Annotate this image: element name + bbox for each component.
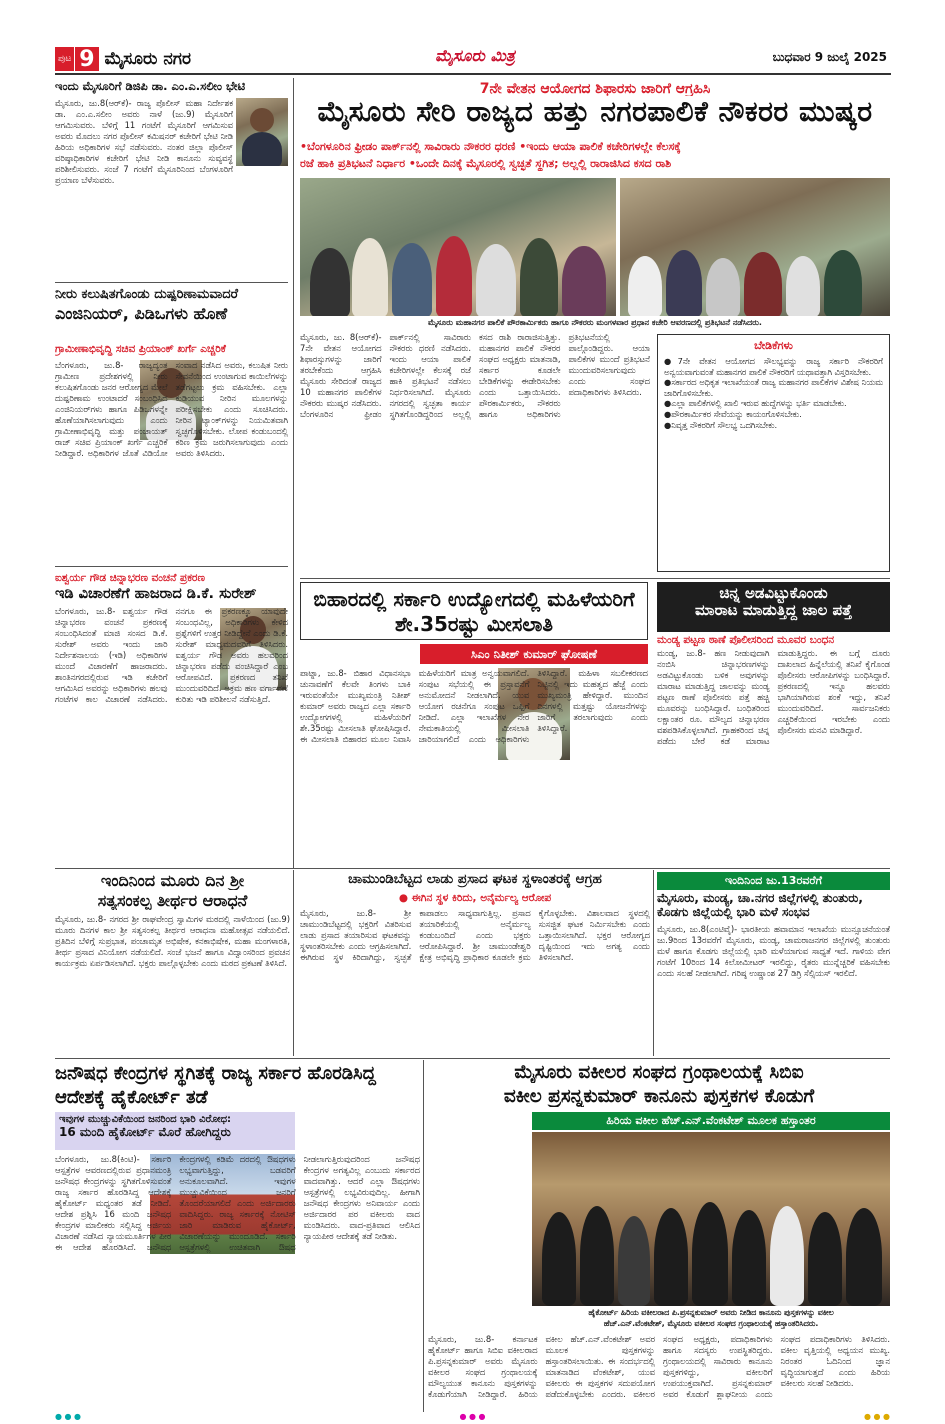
- lawyers-body: ಮೈಸೂರು, ಜು.8- ಕರ್ನಾಟಕ ಹೈಕೋರ್ಟ್ ಹಾಗೂ ಸಿಬಿಐ ವಕೀಲರಾದ ಪಿ.ಪ್ರಸನ್ನಕುಮಾರ್ ಅವರು ಮೈಸೂರು ವಕೀಲರ ಸಂಘದ ಗ್ರಂಥಾಲಯಕ್ಕೆ ಮೌಲ್ಯಯುತ ಕಾನೂನು ಪುಸ್ತಕಗಳನ್ನು ಕೊಡುಗೆಯಾಗಿ ನೀಡಿದ್ದಾರೆ. ಹಿರಿಯ ವಕೀಲ ಹೆಚ್.ಎನ್.ವೆಂಕಟೇಶ್ ಅವರ ಮೂಲಕ ಪುಸ್ತಕಗಳನ್ನು ಹಸ್ತಾಂತರಿಸಲಾಯಿತು. ಈ ಸಂದರ್ಭದಲ್ಲಿ ಮಾತನಾಡಿದ ವೆಂಕಟೇಶ್, ಯುವ ವಕೀಲರು ಈ ಪುಸ್ತಕಗಳ ಸದುಪಯೋಗ ಪಡೆದುಕೊಳ್ಳಬೇಕು ಎಂದರು. ವಕೀಲರ ಸಂಘದ ಅಧ್ಯಕ್ಷರು, ಪದಾಧಿಕಾರಿಗಳು ಹಾಗೂ ಸದಸ್ಯರು ಉಪಸ್ಥಿತರಿದ್ದರು. ಗ್ರಂಥಾಲಯದಲ್ಲಿ ಸಾವಿರಾರು ಕಾನೂನು ಪುಸ್ತಕಗಳಿದ್ದು, ವಕೀಲರಿಗೆ ಉಪಯುಕ್ತವಾಗಿದೆ. ಪ್ರಸನ್ನಕುಮಾರ್ ಅವರ ಕೊಡುಗೆ ಶ್ಲಾಘನೀಯ ಎಂದು ಸಂಘದ ಪದಾಧಿಕಾರಿಗಳು ತಿಳಿಸಿದರು. ವಕೀಲ ವೃತ್ತಿಯಲ್ಲಿ ಅಧ್ಯಯನ ಮುಖ್ಯ. ನಿರಂತರ ಓದಿನಿಂದ ಜ್ಞಾನ ವೃದ್ಧಿಯಾಗುತ್ತದೆ ಎಂದು ಹಿರಿಯ ವಕೀಲರು ಸಲಹೆ ನೀಡಿದರು.: [428, 1334, 890, 1399]
- bihar-headline: ಬಿಹಾರದಲ್ಲಿ ಸರ್ಕಾರಿ ಉದ್ಯೋಗದಲ್ಲಿ ಮಹಿಳೆಯರಿಗೆ ಶೇ.35ರಷ್ಟು ಮೀಸಲಾತಿ: [313, 587, 635, 636]
- page-tag: [55, 47, 191, 71]
- lawyers-headline-2: ವಕೀಲ ಪ್ರಸನ್ನಕುಮಾರ್ ಕಾನೂನು ಪುಸ್ತಕಗಳ ಕೊಡುಗೆ: [503, 1086, 815, 1107]
- lead-body: ಮೈಸೂರು, ಜು. 8(ಆರ್‌ಕೆ)- 7ನೇ ವೇತನ ಆಯೋಗದ ಶಿಫಾರಸ್ಸುಗಳನ್ನು ಜಾರಿಗೆ ತರಬೇಕೆಂದು ಆಗ್ರಹಿಸಿ ಮೈಸೂರು ಸೇರಿದಂತೆ ರಾಜ್ಯದ 10 ಮಹಾನಗರ ಪಾಲಿಕೆಗಳ ನೌಕರರು ಮುಷ್ಕರ ನಡೆಸಿದರು. ಬೆಂಗಳೂರಿನ ಫ್ರೀಡಂ ಪಾರ್ಕ್‌ನಲ್ಲಿ ಸಾವಿರಾರು ನೌಕರರು ಧರಣಿ ನಡೆಸಿದರು. ಇಂದು ಆಯಾ ಪಾಲಿಕೆ ಕಚೇರಿಗಳಲ್ಲೇ ಕೆಲಸಕ್ಕೆ ರಜೆ ಹಾಕಿ ಪ್ರತಿಭಟನೆ ನಡೆಸಲು ನಿರ್ಧರಿಸಲಾಗಿದೆ. ಮೈಸೂರು ನಗರದಲ್ಲಿ ಸ್ವಚ್ಛತಾ ಕಾರ್ಯ ಸ್ಥಗಿತಗೊಂಡಿದ್ದರಿಂದ ಅಲ್ಲಲ್ಲಿ ಕಸದ ರಾಶಿ ರಾರಾಜಿಸುತ್ತಿತ್ತು. ಮಹಾನಗರ ಪಾಲಿಕೆ ನೌಕರರ ಸಂಘದ ಅಧ್ಯಕ್ಷರು ಮಾತನಾಡಿ, ಸರ್ಕಾರ ಕೂಡಲೇ ಬೇಡಿಕೆಗಳನ್ನು ಈಡೇರಿಸಬೇಕು ಎಂದು ಒತ್ತಾಯಿಸಿದರು. ಪೌರಕಾರ್ಮಿಕರು, ನೌಕರರು ಹಾಗೂ ಅಧಿಕಾರಿಗಳು ಪ್ರತಿಭಟನೆಯಲ್ಲಿ ಪಾಲ್ಗೊಂಡಿದ್ದರು. ಆಯಾ ಪಾಲಿಕೆಗಳ ಮುಂದೆ ಪ್ರತಿಭಟನೆ ಮುಂದುವರಿಸಲಾಗುವುದು ಎಂದು ಸಂಘದ ಪದಾಧಿಕಾರಿಗಳು ತಿಳಿಸಿದರು.: [300, 332, 650, 419]
- engineers-headline: ನೀರು ಕಲುಷಿತಗೊಂಡು ದುಷ್ಪರಿಣಾಮವಾದರೆ ಎಂಜಿನಿಯರ್, ಪಿಡಿಒಗಳು ಹೊಣೆ: [55, 288, 239, 323]
- page-number: 9: [74, 47, 98, 71]
- aradhane-body: ಮೈಸೂರು, ಜು.8- ನಗರದ ಶ್ರೀ ರಾಘವೇಂದ್ರ ಸ್ವಾಮಿಗಳ ಮಠದಲ್ಲಿ ನಾಳೆಯಿಂದ (ಜು.9) ಮೂರು ದಿನಗಳ ಕಾಲ ಶ್ರೀ ಸತ್ಯಸಂಕಲ್ಪ ತೀರ್ಥರ ಆರಾಧನಾ ಮಹೋತ್ಸವ ನಡೆಯಲಿದೆ. ಪ್ರತಿದಿನ ಬೆಳಿಗ್ಗೆ ಸುಪ್ರಭಾತ, ಪಂಚಾಮೃತ ಅಭಿಷೇಕ, ಕನಕಾಭಿಷೇಕ, ಮಹಾ ಮಂಗಳಾರತಿ, ತೀರ್ಥ ಪ್ರಸಾದ ವಿನಿಯೋಗ ನಡೆಯಲಿದೆ. ಸಂಜೆ ಭಜನೆ ಹಾಗೂ ವಿದ್ವಾಂಸರಿಂದ ಪ್ರವಚನ ಕಾರ್ಯಕ್ರಮ ಏರ್ಪಡಿಸಲಾಗಿದೆ. ಭಕ್ತರು ಪಾಲ್ಗೊಳ್ಳಬೇಕು ಎಂದು ಮಠದ ಪ್ರಕಟಣೆ ತಿಳಿಸಿದೆ.: [55, 914, 290, 968]
- gold-sub: ಮಂಡ್ಯ ಪಟ್ಟಣ ಠಾಣೆ ಪೊಲೀಸರಿಂದ ಮೂವರ ಬಂಧನ: [657, 634, 835, 646]
- demand-item: ●ನಿವೃತ್ತ ನೌಕರರಿಗೆ ಸೌಲಭ್ಯ ಒದಗಿಸಬೇಕು.: [664, 419, 778, 430]
- rule: [55, 868, 890, 869]
- issue-date: ಬುಧವಾರ 9 ಜುಲೈ 2025: [772, 50, 887, 64]
- ed-body: ಬೆಂಗಳೂರು, ಜು.8- ಐಶ್ವರ್ಯ ಗೌಡ ಚಿನ್ನಾಭರಣ ವಂಚನೆ ಪ್ರಕರಣಕ್ಕೆ ಸಂಬಂಧಿಸಿದಂತೆ ಮಾಜಿ ಸಂಸದ ಡಿ.ಕೆ. ಸುರೇಶ್ ಅವರು ಇಂದು ಜಾರಿ ನಿರ್ದೇಶನಾಲಯ (ಇಡಿ) ಅಧಿಕಾರಿಗಳ ಮುಂದೆ ವಿಚಾರಣೆಗೆ ಹಾಜರಾದರು. ಶಾಂತಿನಗರದಲ್ಲಿರುವ ಇಡಿ ಕಚೇರಿಗೆ ಆಗಮಿಸಿದ ಅವರನ್ನು ಅಧಿಕಾರಿಗಳು ಹಲವು ಗಂಟೆಗಳ ಕಾಲ ವಿಚಾರಣೆ ನಡೆಸಿದರು. ನನಗೂ ಈ ಪ್ರಕರಣಕ್ಕೂ ಯಾವುದೇ ಸಂಬಂಧವಿಲ್ಲ, ಅಧಿಕಾರಿಗಳು ಕೇಳಿದ ಪ್ರಶ್ನೆಗಳಿಗೆ ಉತ್ತರ ನೀಡಿದ್ದೇನೆ ಎಂದು ಡಿ.ಕೆ. ಸುರೇಶ್ ಮಾಧ್ಯಮದವರಿಗೆ ತಿಳಿಸಿದರು. ಐಶ್ವರ್ಯ ಗೌಡ ಅವರು ಹಲವರಿಂದ ಚಿನ್ನಾಭರಣ ಪಡೆದು ವಂಚಿಸಿದ್ದಾರೆ ಎಂಬ ಆರೋಪವಿದೆ. ಪ್ರಕರಣದ ತನಿಖೆ ಮುಂದುವರಿದಿದೆ. ಅಕ್ರಮ ಹಣ ವರ್ಗಾವಣೆ ಕುರಿತು ಇಡಿ ಪರಿಶೀಲನೆ ನಡೆಸುತ್ತಿದೆ.: [55, 606, 288, 704]
- lead-photo-2: [620, 178, 890, 316]
- lawyers-caption-2: ಹೆಚ್.ಎನ್.ವೆಂಕಟೇಶ್, ಮೈಸೂರು ವಕೀಲರ ಸಂಘದ ಗ್ರಂಥಾಲಯಕ್ಕೆ ಹಸ್ತಾಂತರಿಸಿದರು.: [603, 1319, 819, 1328]
- janaushadhi-kicker-box: [55, 1112, 295, 1150]
- bihar-tag: ಸಿಎಂ ನಿತೀಶ್ ಕುಮಾರ್ ಘೋಷಣೆ: [420, 644, 648, 664]
- rule: [55, 282, 288, 283]
- demand-item: ●7ನೇ ವೇತನ ಆಯೋಗದ ಸೌಲಭ್ಯವನ್ನು ರಾಜ್ಯ ಸರ್ಕಾರಿ ನೌಕರರಿಗೆ ಅನ್ವಯವಾಗುವಂತೆ ಮಹಾನಗರ ಪಾಲಿಕೆ ನೌಕರರಿಗೆ ಯಥಾವತ್ತಾಗಿ ವಿಸ್ತರಿಸಬೇಕು.: [664, 356, 883, 377]
- demands-title: ಬೇಡಿಕೆಗಳು: [754, 339, 793, 352]
- lead-kicker: 7ನೇ ವೇತನ ಆಯೋಗದ ಶಿಫಾರಸು ಜಾರಿಗೆ ಆಗ್ರಹಿಸಿ: [479, 81, 711, 96]
- gold-headline-2: ಮಾರಾಟ ಮಾಡುತ್ತಿದ್ದ ಜಾಲ ಪತ್ತೆ: [695, 601, 852, 620]
- lead-sub-1: •ಬೆಂಗಳೂರಿನ ಫ್ರೀಡಂ ಪಾರ್ಕ್‌ನಲ್ಲಿ ಸಾವಿರಾರು ನೌಕರರ ಧರಣಿ •ಇಂದು ಆಯಾ ಪಾಲಿಕೆ ಕಚೇರಿಗಳಲ್ಲೇ ಕೆಲಸಕ್ಕೆ: [300, 140, 681, 153]
- aradhane-headline-1: ಇಂದಿನಿಂದ ಮೂರು ದಿನ ಶ್ರೀ: [100, 872, 245, 890]
- column-divider: [653, 870, 654, 1056]
- demand-item: ●ಸರ್ಕಾರದ ಅಧಿಕೃತ ಇಲಾಖೆಯಂತೆ ರಾಜ್ಯ ಮಹಾನಗರ ಪಾಲಿಕೆಗಳ ವಿಶೇಷ ನಿಯಮ ಜಾರಿಗೊಳಿಸಬೇಕು.: [664, 377, 883, 398]
- janaushadhi-body: ಬೆಂಗಳೂರು, ಜು.8(ಕಿಂಟಿ)- ಸರ್ಕಾರಿ ಆಸ್ಪತ್ರೆಗಳ ಆವರಣದಲ್ಲಿರುವ ಪ್ರಧಾನಮಂತ್ರಿ ಜನೌಷಧ ಕೇಂದ್ರಗಳನ್ನು ಸ್ಥಗಿತಗೊಳಿಸುವಂತೆ ರಾಜ್ಯ ಸರ್ಕಾರ ಹೊರಡಿಸಿದ್ದ ಆದೇಶಕ್ಕೆ ಹೈಕೋರ್ಟ್ ಮಧ್ಯಂತರ ತಡೆ ನೀಡಿದೆ. ಆದೇಶ ಪ್ರಶ್ನಿಸಿ 16 ಮಂದಿ ಜನೌಷಧ ಕೇಂದ್ರಗಳ ಮಾಲೀಕರು ಸಲ್ಲಿಸಿದ್ದ ಅರ್ಜಿಯ ವಿಚಾರಣೆ ನಡೆಸಿದ ನ್ಯಾಯಮೂರ್ತಿಗಳ ಪೀಠ ಈ ಆದೇಶ ಹೊರಡಿಸಿದೆ. ಜನೌಷಧ ಕೇಂದ್ರಗಳಲ್ಲಿ ಕಡಿಮೆ ದರದಲ್ಲಿ ಔಷಧಗಳು ಲಭ್ಯವಾಗುತ್ತಿದ್ದು, ಬಡವರಿಗೆ ಅನುಕೂಲವಾಗಿದೆ. ಇವುಗಳ ಮುಚ್ಚುವಿಕೆಯಿಂದ ಜನರಿಗೆ ತೊಂದರೆಯಾಗಲಿದೆ ಎಂದು ಅರ್ಜಿದಾರರು ವಾದಿಸಿದ್ದರು. ರಾಜ್ಯ ಸರ್ಕಾರಕ್ಕೆ ನೋಟಿಸ್ ಜಾರಿ ಮಾಡಿರುವ ಹೈಕೋರ್ಟ್, ವಿಚಾರಣೆಯನ್ನು ಮುಂದೂಡಿದೆ. ಸರ್ಕಾರಿ ಆಸ್ಪತ್ರೆಗಳಲ್ಲಿ ಉಚಿತವಾಗಿ ಔಷಧ ನೀಡಲಾಗುತ್ತಿರುವುದರಿಂದ ಜನೌಷಧ ಕೇಂದ್ರಗಳ ಅಗತ್ಯವಿಲ್ಲ ಎಂಬುದು ಸರ್ಕಾರದ ವಾದವಾಗಿತ್ತು. ಆದರೆ ಎಲ್ಲಾ ಔಷಧಗಳು ಆಸ್ಪತ್ರೆಗಳಲ್ಲಿ ಲಭ್ಯವಿರುವುದಿಲ್ಲ. ಹೀಗಾಗಿ ಜನೌಷಧ ಕೇಂದ್ರಗಳು ಅನಿವಾರ್ಯ ಎಂದು ಅರ್ಜಿದಾರರ ಪರ ವಕೀಲರು ವಾದ ಮಂಡಿಸಿದರು. ವಾದ-ಪ್ರತಿವಾದ ಆಲಿಸಿದ ನ್ಯಾಯಪೀಠ ಆದೇಶಕ್ಕೆ ತಡೆ ನೀಡಿತು.: [55, 1154, 420, 1252]
- engineers-byline: ಗ್ರಾಮೀಣಾಭಿವೃದ್ಧಿ ಸಚಿವ ಪ್ರಿಯಾಂಕ್ ಖರ್ಗೆ ಎಚ್ಚರಿಕೆ: [55, 343, 226, 355]
- print-marks: ● ● ● ● ● ● ● ● ●: [55, 1412, 890, 1420]
- janaushadhi-kicker-1: ಇವುಗಳ ಮುಚ್ಚುವಿಕೆಯಿಂದ ಜನರಿಂದ ಭಾರಿ ವಿರೋಧ:: [59, 1114, 232, 1125]
- column-divider: [293, 78, 294, 868]
- dgp-body: ಮೈಸೂರು, ಜು.8(ಆರ್‌ಕೆ)- ರಾಜ್ಯ ಪೊಲೀಸ್ ಮಹಾ ನಿರ್ದೇಶಕ ಡಾ. ಎಂ.ಎ.ಸಲೀಂ ಅವರು ನಾಳೆ (ಜು.9) ಮೈಸೂರಿಗೆ ಆಗಮಿಸುವರು. ಬೆಳಿಗ್ಗೆ 11 ಗಂಟೆಗೆ ಮೈಸೂರಿಗೆ ಆಗಮಿಸುವ ಅವರು ಮೊದಲು ನಗರ ಪೊಲೀಸ್ ಕಮಿಷನರ್ ಕಚೇರಿಗೆ ಭೇಟಿ ನೀಡಿ ಹಿರಿಯ ಅಧಿಕಾರಿಗಳ ಸಭೆ ನಡೆಸುವರು. ನಂತರ ಜಿಲ್ಲಾ ಪೊಲೀಸ್ ವರಿಷ್ಠಾಧಿಕಾರಿಗಳ ಕಚೇರಿಗೆ ಭೇಟಿ ನೀಡಿ ಕಾನೂನು ಸುವ್ಯವಸ್ಥೆ ಪರಿಶೀಲಿಸುವರು. ಸಂಜೆ 7 ಗಂಟೆಗೆ ಮೈಸೂರಿನಿಂದ ಬೆಂಗಳೂರಿಗೆ ಪ್ರಯಾಣ ಬೆಳೆಸುವರು.: [55, 98, 233, 185]
- column-divider: [423, 1060, 424, 1412]
- lead-sub-2: ರಜೆ ಹಾಕಿ ಪ್ರತಿಭಟನೆ ನಿರ್ಧಾರ •ಒಂದೇ ದಿನಕ್ಕೆ ಮೈಸೂರಲ್ಲಿ ಸ್ವಚ್ಛತೆ ಸ್ಥಗಿತ; ಅಲ್ಲಲ್ಲಿ ರಾರಾಜಿಸಿದ ಕಸದ ರಾಶಿ: [300, 157, 672, 170]
- lead-photo-1: [300, 178, 616, 316]
- gold-headline-1: ಚಿನ್ನ ಅಡವಿಟ್ಟುಕೊಂಡು: [719, 584, 828, 602]
- ed-headline: ಇಡಿ ವಿಚಾರಣೆಗೆ ಹಾಜರಾದ ಡಿ.ಕೆ. ಸುರೇಶ್: [55, 586, 257, 602]
- janaushadhi-headline: ಜನೌಷಧ ಕೇಂದ್ರಗಳ ಸ್ಥಗಿತಕ್ಕೆ ರಾಜ್ಯ ಸರ್ಕಾರ ಹೊರಡಿಸಿದ್ದ ಆದೇಶಕ್ಕೆ ಹೈಕೋರ್ಟ್ ತಡೆ: [55, 1063, 376, 1108]
- laddu-body: ಮೈಸೂರು, ಜು.8- ಶ್ರೀ ಚಾಮುಂಡಿಬೆಟ್ಟದಲ್ಲಿ ಭಕ್ತರಿಗೆ ವಿತರಿಸುವ ಲಾಡು ಪ್ರಸಾದ ತಯಾರಿಸುವ ಘಟಕವನ್ನು ಸ್ಥಳಾಂತರಿಸಬೇಕು ಎಂದು ಆಗ್ರಹಿಸಲಾಗಿದೆ. ಈಗಿರುವ ಸ್ಥಳ ಕಿರಿದಾಗಿದ್ದು, ಸ್ವಚ್ಛತೆ ಕಾಪಾಡಲು ಸಾಧ್ಯವಾಗುತ್ತಿಲ್ಲ. ಪ್ರಸಾದ ತಯಾರಿಕೆಯಲ್ಲಿ ಅನೈರ್ಮಲ್ಯ ಕಂಡುಬಂದಿದೆ ಎಂದು ಭಕ್ತರು ಆರೋಪಿಸಿದ್ದಾರೆ. ಶ್ರೀ ಚಾಮುಂಡೇಶ್ವರಿ ಕ್ಷೇತ್ರ ಅಭಿವೃದ್ಧಿ ಪ್ರಾಧಿಕಾರ ಕೂಡಲೇ ಕ್ರಮ ಕೈಗೊಳ್ಳಬೇಕು. ವಿಶಾಲವಾದ ಸ್ಥಳದಲ್ಲಿ ಸುಸಜ್ಜಿತ ಘಟಕ ನಿರ್ಮಿಸಬೇಕು ಎಂದು ಒತ್ತಾಯಿಸಲಾಗಿದೆ. ಭಕ್ತರ ಆರೋಗ್ಯದ ದೃಷ್ಟಿಯಿಂದ ಇದು ಅಗತ್ಯ ಎಂದು ತಿಳಿಸಲಾಗಿದೆ.: [300, 908, 650, 962]
- demands-box: [657, 334, 890, 572]
- lawyers-headline-1: ಮೈಸೂರು ವಕೀಲರ ಸಂಘದ ಗ್ರಂಥಾಲಯಕ್ಕೆ ಸಿಬಿಐ: [514, 1062, 804, 1083]
- dgp-headline: ಇಂದು ಮೈಸೂರಿಗೆ ಡಿಜಿಪಿ ಡಾ. ಎಂ.ಎ.ಸಲೀಂ ಭೇಟಿ: [55, 80, 246, 93]
- rule: [300, 578, 890, 579]
- engineers-body: ಬೆಂಗಳೂರು, ಜು.8- ರಾಜ್ಯದ್ಯಂತ ಗ್ರಾಮೀಣ ಪ್ರದೇಶಗಳಲ್ಲಿ ನೀರು ಕಲುಷಿತಗೊಂಡು ಜನರ ಆರೋಗ್ಯದ ಮೇಲೆ ದುಷ್ಪರಿಣಾಮ ಉಂಟಾದರೆ ಸಂಬಂಧಿಸಿದ ಎಂಜಿನಿಯರ್‌ಗಳು ಹಾಗೂ ಪಿಡಿಒಗಳನ್ನೇ ಹೊಣೆಯಾಗಿಸಲಾಗುವುದು ಎಂದು ಗ್ರಾಮೀಣಾಭಿವೃದ್ಧಿ ಮತ್ತು ಪಂಚಾಯತ್ ರಾಜ್ ಸಚಿವ ಪ್ರಿಯಾಂಕ್ ಖರ್ಗೆ ಎಚ್ಚರಿಕೆ ನೀಡಿದ್ದಾರೆ. ಅಧಿಕಾರಿಗಳ ಜೊತೆ ವಿಡಿಯೋ ಸಂವಾದ ನಡೆಸಿದ ಅವರು, ಕಲುಷಿತ ನೀರು ಸೇವನೆಯಿಂದ ಉಂಟಾಗುವ ಕಾಯಿಲೆಗಳನ್ನು ತಡೆಗಟ್ಟಲು ಕ್ರಮ ವಹಿಸಬೇಕು. ಎಲ್ಲಾ ಕುಡಿಯುವ ನೀರಿನ ಮೂಲಗಳನ್ನು ಪರೀಕ್ಷಿಸಬೇಕು ಎಂದು ಸೂಚಿಸಿದರು. ನೀರಿನ ಟ್ಯಾಂಕ್‌ಗಳನ್ನು ನಿಯಮಿತವಾಗಿ ಸ್ವಚ್ಛಗೊಳಿಸಬೇಕು. ಲೋಪ ಕಂಡುಬಂದಲ್ಲಿ ಕಠಿಣ ಕ್ರಮ ಜರುಗಿಸಲಾಗುವುದು ಎಂದು ಅವರು ತಿಳಿಸಿದರು.: [55, 360, 288, 458]
- masthead-rule: [55, 73, 891, 75]
- janaushadhi-kicker-2: 16 ಮಂದಿ ಹೈಕೋರ್ಟ್ ಮೊರೆ ಹೋಗಿದ್ದರು: [59, 1124, 231, 1139]
- gold-headline-box: [657, 582, 890, 632]
- gold-body: ಮಂಡ್ಯ, ಜು.8- ಹಣ ನೀಡುವುದಾಗಿ ನಂಬಿಸಿ ಚಿನ್ನಾಭರಣಗಳನ್ನು ಅಡವಿಟ್ಟುಕೊಂಡು ಬಳಿಕ ಅವುಗಳನ್ನು ಮಾರಾಟ ಮಾಡುತ್ತಿದ್ದ ಜಾಲವನ್ನು ಮಂಡ್ಯ ಪಟ್ಟಣ ಠಾಣೆ ಪೊಲೀಸರು ಪತ್ತೆ ಹಚ್ಚಿ ಮೂವರನ್ನು ಬಂಧಿಸಿದ್ದಾರೆ. ಬಂಧಿತರಿಂದ ಲಕ್ಷಾಂತರ ರೂ. ಮೌಲ್ಯದ ಚಿನ್ನಾಭರಣ ವಶಪಡಿಸಿಕೊಳ್ಳಲಾಗಿದೆ. ಗ್ರಾಹಕರಿಂದ ಚಿನ್ನ ಪಡೆದು ಬೇರೆ ಕಡೆ ಮಾರಾಟ ಮಾಡುತ್ತಿದ್ದರು. ಈ ಬಗ್ಗೆ ದೂರು ದಾಖಲಾದ ಹಿನ್ನೆಲೆಯಲ್ಲಿ ತನಿಖೆ ಕೈಗೊಂಡ ಪೊಲೀಸರು ಆರೋಪಿಗಳನ್ನು ಬಂಧಿಸಿದ್ದಾರೆ. ಪ್ರಕರಣದಲ್ಲಿ ಇನ್ನೂ ಹಲವರು ಭಾಗಿಯಾಗಿರುವ ಶಂಕೆ ಇದ್ದು, ತನಿಖೆ ಮುಂದುವರಿದಿದೆ. ಸಾರ್ವಜನಿಕರು ಎಚ್ಚರಿಕೆಯಿಂದ ಇರಬೇಕು ಎಂದು ಪೊಲೀಸರು ಮನವಿ ಮಾಡಿದ್ದಾರೆ.: [657, 648, 890, 746]
- lawyers-tag: ಹಿರಿಯ ವಕೀಲ ಹೆಚ್.ಎನ್.ವೆಂಕಟೇಶ್ ಮೂಲಕ ಹಸ್ತಾಂತರ: [532, 1112, 890, 1130]
- bihar-body: ಪಾಟ್ನಾ, ಜು.8- ಬಿಹಾರ ವಿಧಾನಸಭಾ ಚುನಾವಣೆಗೆ ಕೆಲವೇ ತಿಂಗಳು ಬಾಕಿ ಇರುವಂತೆಯೇ ಮುಖ್ಯಮಂತ್ರಿ ನಿತೀಶ್ ಕುಮಾರ್ ಅವರು ರಾಜ್ಯದ ಎಲ್ಲಾ ಸರ್ಕಾರಿ ಉದ್ಯೋಗಗಳಲ್ಲಿ ಮಹಿಳೆಯರಿಗೆ ಶೇ.35ರಷ್ಟು ಮೀಸಲಾತಿ ಘೋಷಿಸಿದ್ದಾರೆ. ಈ ಮೀಸಲಾತಿ ಬಿಹಾರದ ಮೂಲ ನಿವಾಸಿ ಮಹಿಳೆಯರಿಗೆ ಮಾತ್ರ ಅನ್ವಯವಾಗಲಿದೆ. ಸಂಪುಟ ಸಭೆಯಲ್ಲಿ ಈ ಪ್ರಸ್ತಾವನೆಗೆ ಅನುಮೋದನೆ ನೀಡಲಾಗಿದೆ. ಯುವ ಆಯೋಗ ರಚನೆಗೂ ಸಂಪುಟ ಒಪ್ಪಿಗೆ ನೀಡಿದೆ. ಎಲ್ಲಾ ಇಲಾಖೆಗಳ ನೇರ ನೇಮಕಾತಿಯಲ್ಲಿ ಮೀಸಲಾತಿ ಜಾರಿಯಾಗಲಿದೆ ಎಂದು ಅಧಿಕಾರಿಗಳು ತಿಳಿಸಿದ್ದಾರೆ. ಮಹಿಳಾ ಸಬಲೀಕರಣದ ನಿಟ್ಟಿನಲ್ಲಿ ಇದು ಮಹತ್ವದ ಹೆಜ್ಜೆ ಎಂದು ಮುಖ್ಯಮಂತ್ರಿ ಹೇಳಿದ್ದಾರೆ. ಮುಂದಿನ ದಿನಗಳಲ್ಲಿ ಮತ್ತಷ್ಟು ಯೋಜನೆಗಳನ್ನು ಜಾರಿಗೆ ತರಲಾಗುವುದು ಎಂದು ತಿಳಿಸಿದ್ದಾರೆ.: [300, 668, 648, 744]
- demand-item: ●ಎಲ್ಲಾ ಪಾಲಿಕೆಗಳಲ್ಲಿ ಖಾಲಿ ಇರುವ ಹುದ್ದೆಗಳನ್ನು ಭರ್ತಿ ಮಾಡಬೇಕು.: [664, 398, 847, 409]
- rule: [55, 1058, 890, 1059]
- ed-kicker: ಐಶ್ವರ್ಯ ಗೌಡ ಚಿನ್ನಾಭರಣ ವಂಚನೆ ಪ್ರಕರಣ: [55, 572, 205, 584]
- laddu-headline: ಚಾಮುಂಡಿಬೆಟ್ಟದ ಲಾಡು ಪ್ರಸಾದ ಘಟಕ ಸ್ಥಳಾಂತರಕ್ಕೆ ಆಗ್ರಹ: [348, 872, 602, 887]
- dgp-photo: [236, 98, 288, 166]
- rule: [55, 566, 288, 567]
- lawyers-photo: [532, 1132, 890, 1306]
- page-label: ಪುಟ: [55, 47, 74, 71]
- paper-name: ಮೈಸೂರು ಮಿತ್ರ: [435, 46, 515, 65]
- rain-body: ಮೈಸೂರು, ಜು.8(ಎಂಟಿವೈ)- ಭಾರತೀಯ ಹವಾಮಾನ ಇಲಾಖೆಯ ಮುನ್ಸೂಚನೆಯಂತೆ ಜು.9ರಿಂದ 13ರವರೆಗೆ ಮೈಸೂರು, ಮಂಡ್ಯ, ಚಾಮರಾಜನಗರ ಜಿಲ್ಲೆಗಳಲ್ಲಿ ತುಂತುರು ಮಳೆ ಹಾಗೂ ಕೊಡಗು ಜಿಲ್ಲೆಯಲ್ಲಿ ಭಾರಿ ಮಳೆಯಾಗುವ ಸಾಧ್ಯತೆ ಇದೆ. ಗಾಳಿಯ ವೇಗ ಗಂಟೆಗೆ 10ರಿಂದ 14 ಕಿಲೋಮೀಟರ್ ಇರಲಿದ್ದು, ರೈತರು ಮುನ್ನೆಚ್ಚರಿಕೆ ವಹಿಸಬೇಕು ಎಂದು ಸಲಹೆ ನೀಡಲಾಗಿದೆ. ಗರಿಷ್ಠ ಉಷ್ಣಾಂಶ 27 ಡಿಗ್ರಿ ಸೆಲ್ಸಿಯಸ್ ಇರಲಿದೆ.: [657, 924, 890, 978]
- rain-headline: ಮೈಸೂರು, ಮಂಡ್ಯ, ಚಾ.ನಗರ ಜಿಲ್ಲೆಗಳಲ್ಲಿ ತುಂತುರು, ಕೊಡಗು ಜಿಲ್ಲೆಯಲ್ಲಿ ಭಾರಿ ಮಳೆ ಸಂಭವ: [657, 892, 863, 919]
- lead-headline: ಮೈಸೂರು ಸೇರಿ ರಾಜ್ಯದ ಹತ್ತು ನಗರಪಾಲಿಕೆ ನೌಕರರ ಮುಷ್ಕರ: [317, 96, 873, 128]
- demand-item: ●ಪೌರಕಾರ್ಮಿಕರ ಸೇವೆಯನ್ನು ಕಾಯಂಗೊಳಿಸಬೇಕು.: [664, 408, 802, 419]
- rain-tag: ಇಂದಿನಿಂದ ಜು.13ರವರೆಗೆ: [657, 872, 890, 890]
- section-title: ಮೈಸೂರು ನಗರ: [104, 49, 191, 69]
- lawyers-body-side: [428, 1112, 528, 1338]
- aradhane-headline-2: ಸತ್ಯಸಂಕಲ್ಪ ತೀರ್ಥರ ಆರಾಧನೆ: [97, 892, 248, 910]
- bihar-headline-box: [300, 582, 648, 640]
- lead-caption: ಮೈಸೂರು ಮಹಾನಗರ ಪಾಲಿಕೆ ಪೌರಕಾರ್ಮಿಕರು ಹಾಗೂ ನೌಕರರು ಮಂಗಳವಾರ ಪ್ರಧಾನ ಕಚೇರಿ ಆವರಣದಲ್ಲಿ ಪ್ರತಿಭಟನೆ ನಡೆಸಿದರು.: [428, 318, 762, 327]
- lawyers-caption-1: ಹೈಕೋರ್ಟ್ ಹಿರಿಯ ವಕೀಲರಾದ ಪಿ.ಪ್ರಸನ್ನಕುಮಾರ್ ಅವರು ನೀಡಿದ ಕಾನೂನು ಪುಸ್ತಕಗಳನ್ನು ವಕೀಲ: [588, 1308, 834, 1317]
- laddu-sub: ● ಈಗಿನ ಸ್ಥಳ ಕಿರಿದು, ಅನೈರ್ಮಲ್ಯ ಆರೋಪ: [398, 892, 552, 904]
- column-divider: [293, 870, 294, 1056]
